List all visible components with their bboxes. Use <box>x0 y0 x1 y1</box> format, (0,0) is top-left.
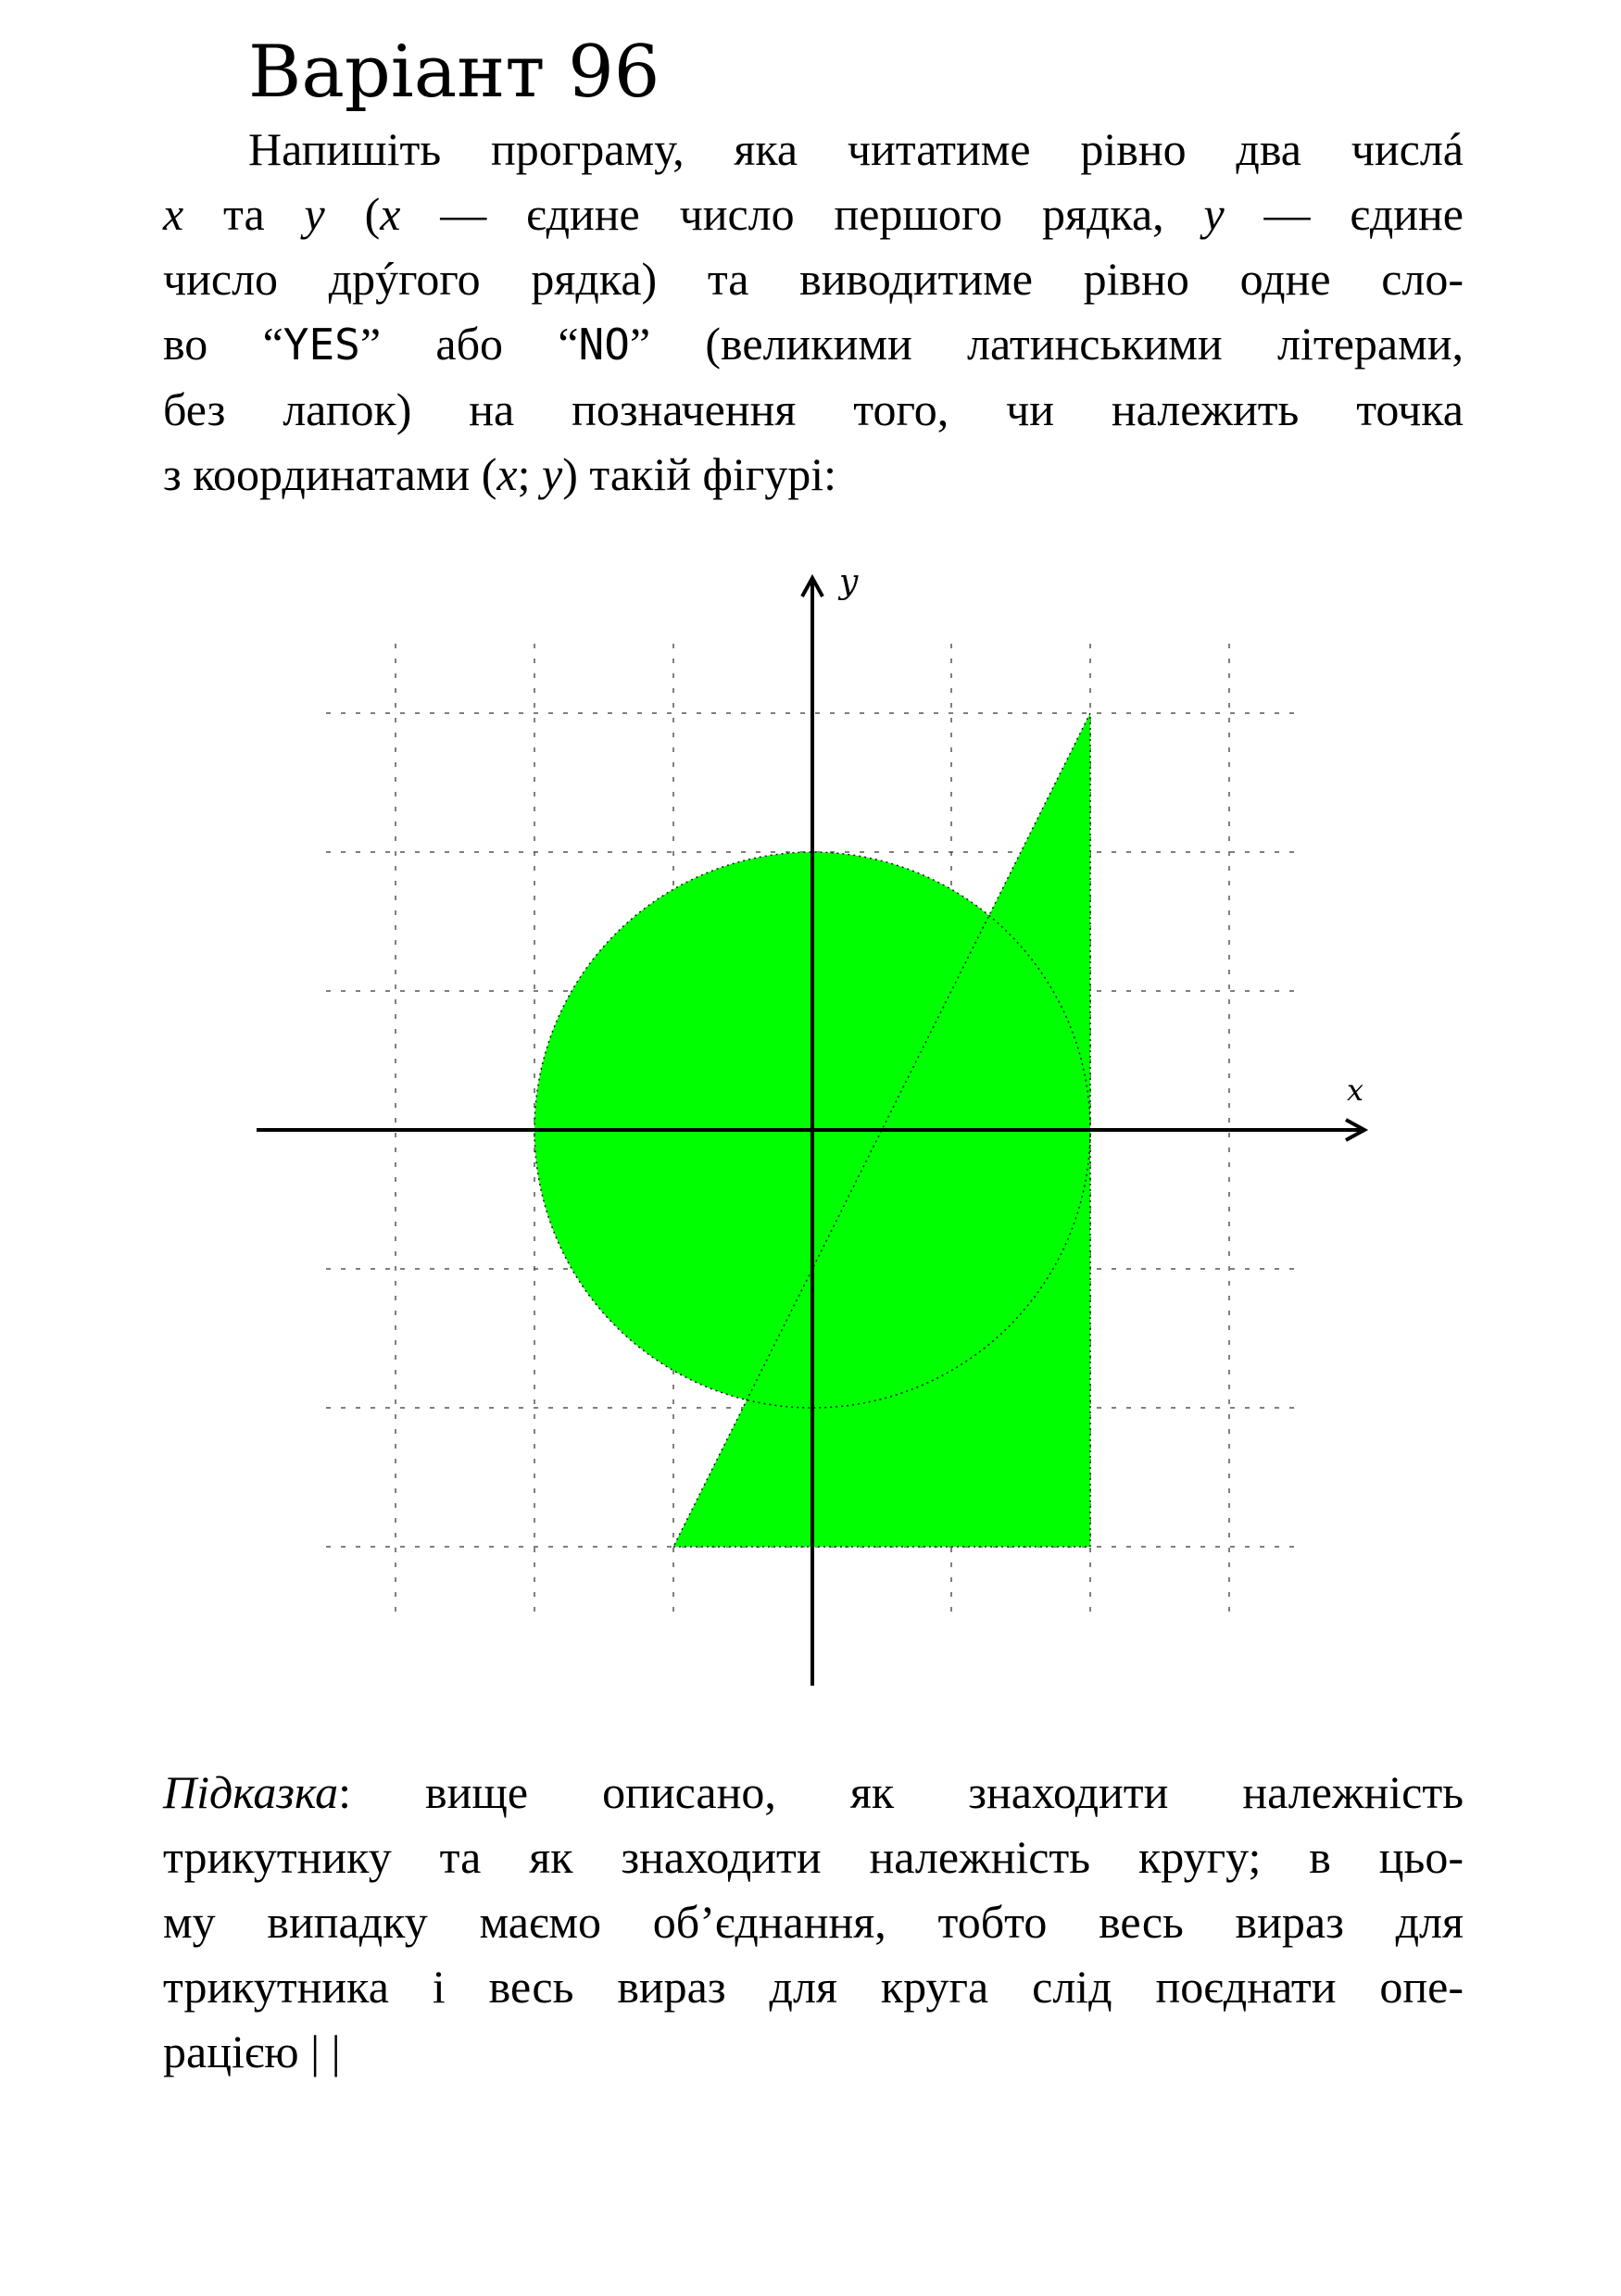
y-axis-label: y <box>839 563 859 601</box>
hint-line-3: му випадку маємо об’єднання, тобто весь вираз для <box>163 1896 1464 1948</box>
page-title: Варіант 96 <box>248 31 660 114</box>
text-segment: : вище описано, як знаходити належність <box>338 1766 1464 1818</box>
var-x: x <box>380 188 401 240</box>
text-segment: во “ <box>163 318 283 370</box>
yes-literal: YES <box>283 320 360 370</box>
var-y: y <box>542 448 563 500</box>
hint-line-5: рацією | | <box>163 2026 341 2077</box>
var-y: y <box>304 188 325 240</box>
text-segment: ” або “ <box>359 318 579 370</box>
text-segment: ) такій фігурі: <box>562 448 837 500</box>
hint-label: Підказка <box>163 1766 339 1818</box>
hint-line-2: трикутнику та як знаходити належність кругу; в цьо- <box>163 1831 1464 1883</box>
text-segment: ( <box>324 188 381 240</box>
no-literal: NO <box>578 320 630 370</box>
text-segment: — єдине <box>1224 188 1464 240</box>
x-axis-label: x <box>1347 1073 1364 1108</box>
text-segment: з координатами ( <box>163 448 497 500</box>
hint-paragraph <box>163 1760 1464 2084</box>
text-segment: та <box>183 188 305 240</box>
axes <box>257 578 1364 1686</box>
var-x: x <box>496 448 518 500</box>
problem-line-5: без лапок) на позначення того, чи належить точка <box>163 383 1464 435</box>
hint-line-1 <box>163 1760 1464 1825</box>
var-x: x <box>163 188 184 240</box>
text-segment: — єдине число першого рядка, <box>400 188 1204 240</box>
hint-line-4: трикутника і весь вираз для круга слід поєднати опе- <box>163 1961 1464 2013</box>
problem-line-3: число дрýгого рядка) та виводитиме рівно одне сло- <box>163 253 1464 305</box>
text-segment: ” (великими латинськими літерами, <box>629 318 1464 370</box>
var-y: y <box>1203 188 1225 240</box>
problem-line-1: Напишіть програму, яка читатиме рівно два числá <box>248 123 1464 175</box>
text-segment: ; <box>517 448 543 500</box>
